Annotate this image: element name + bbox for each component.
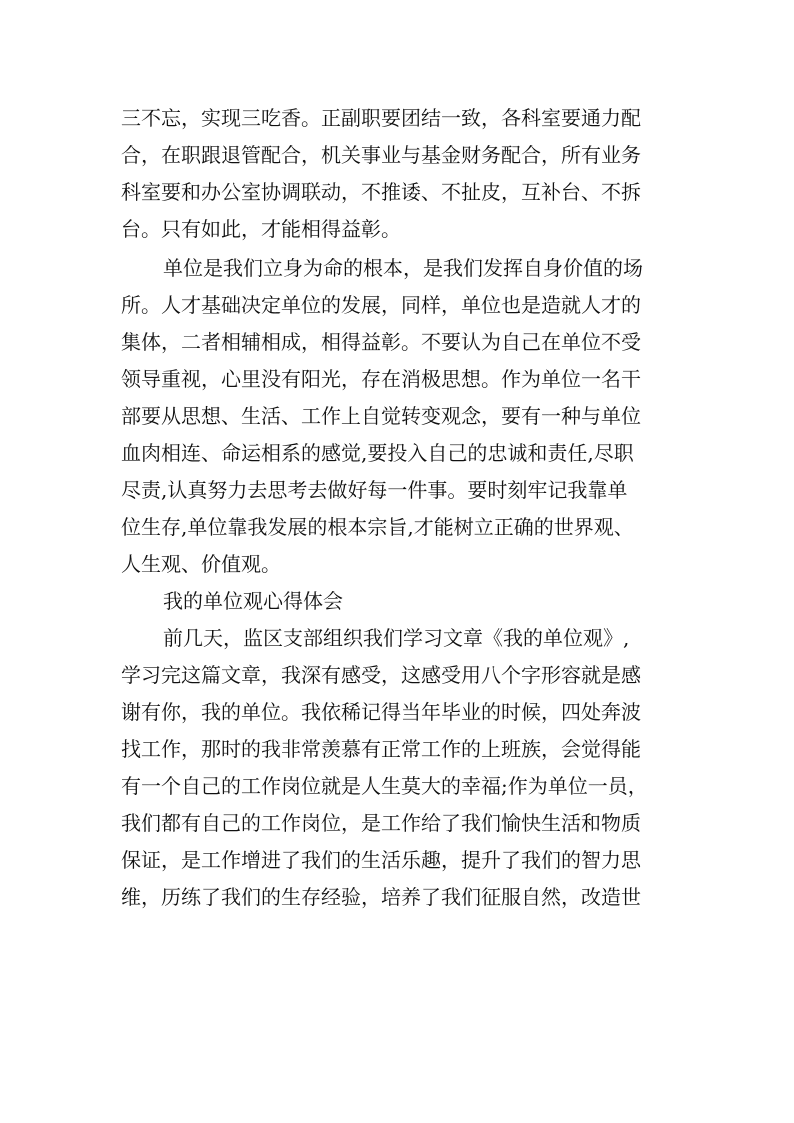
text-line: 有一个自己的工作岗位就是人生莫大的幸福;作为单位一员，	[121, 774, 648, 798]
text-line: 部要从思想、生活、工作上自觉转变观念，要有一种与单位	[121, 404, 641, 428]
text-line: 血肉相连、命运相系的感觉,要投入自己的忠诚和责任,尽职	[121, 441, 634, 465]
text-line: 科室要和办公室协调联动，不推诿、不扯皮，互补台、不拆	[121, 180, 641, 204]
paragraph-first-line: 单位是我们立身为命的根本，是我们发挥自身价值的场	[163, 256, 643, 280]
text-line: 三不忘，实现三吃香。正副职要团结一致，各科室要通力配	[121, 106, 641, 130]
text-line: 维，历练了我们的生存经验，培养了我们征服自然，改造世	[121, 885, 641, 909]
text-line: 尽责,认真努力去思考去做好每一件事。要时刻牢记我靠单	[121, 478, 628, 502]
text-line: 台。只有如此，才能相得益彰。	[121, 217, 401, 241]
paragraph-first-line: 前几天，监区支部组织我们学习文章《我的单位观》,	[163, 626, 630, 650]
text-line: 学习完这篇文章，我深有感受，这感受用八个字形容就是感	[121, 663, 641, 687]
text-line: 保证，是工作增进了我们的生活乐趣，提升了我们的智力思	[121, 848, 641, 872]
text-line: 我们都有自己的工作岗位，是工作给了我们愉快生活和物质	[121, 811, 641, 835]
text-line: 位生存,单位靠我发展的根本宗旨,才能树立正确的世界观、	[121, 515, 634, 539]
section-heading: 我的单位观心得体会	[163, 589, 343, 613]
text-line: 领导重视，心里没有阳光，存在消极思想。作为单位一名干	[121, 367, 641, 391]
text-line: 谢有你，我的单位。我依稀记得当年毕业的时候，四处奔波	[121, 700, 641, 724]
text-line: 人生观、价值观。	[121, 552, 281, 576]
text-line: 找工作，那时的我非常羡慕有正常工作的上班族，会觉得能	[121, 737, 641, 761]
text-line: 所。人才基础决定单位的发展，同样，单位也是造就人才的	[121, 293, 641, 317]
text-line: 合，在职跟退管配合，机关事业与基金财务配合，所有业务	[121, 143, 641, 167]
text-line: 集体，二者相辅相成，相得益彰。不要认为自己在单位不受	[121, 330, 641, 354]
